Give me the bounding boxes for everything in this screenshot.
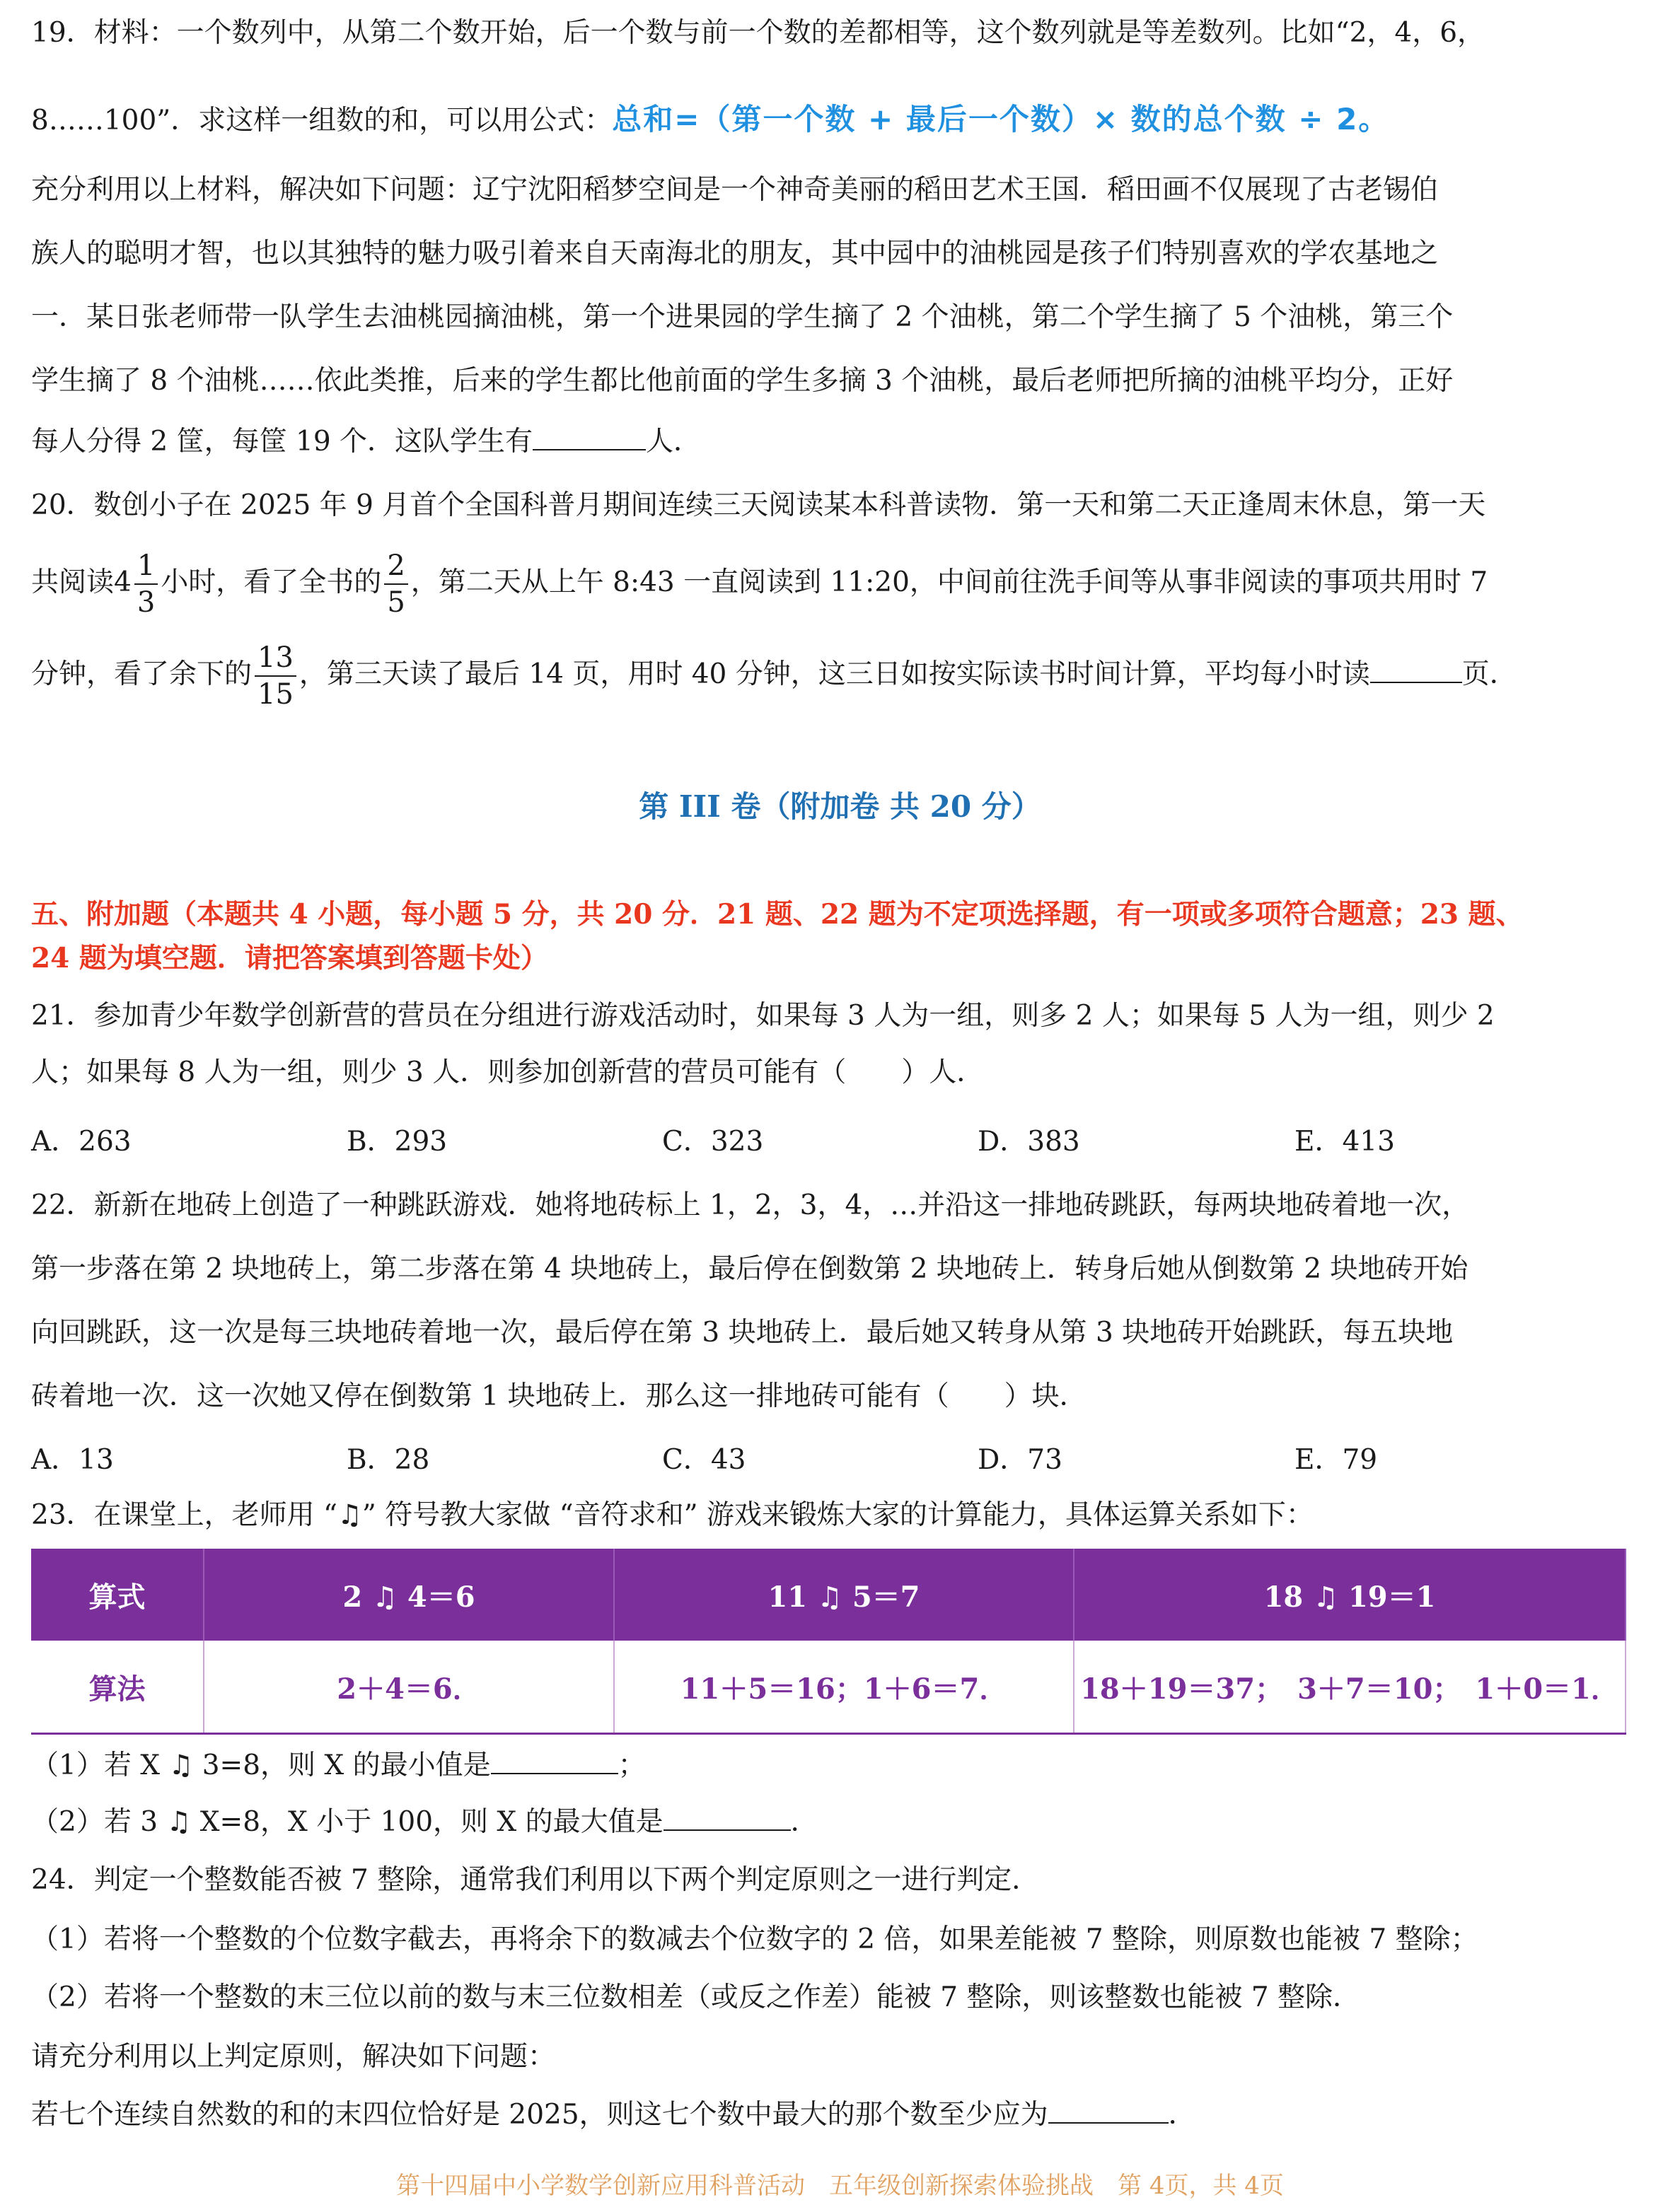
answer-blank-q24[interactable] <box>1048 2098 1169 2124</box>
q22-line1: 22．新新在地砖上创造了一种跳跃游戏．她将地砖标上 1，2，3，4，…并沿这一排地砖跳跃，每两块地砖着地一次， <box>31 1189 1470 1221</box>
q24-line4: 请充分利用以上判定原则，解决如下问题： <box>31 2041 556 2073</box>
q24-line1: 24．判定一个整数能否被 7 整除，通常我们利用以下两个判定原则之一进行判定． <box>31 1864 1040 1896</box>
part5-heading-line1: 五、附加题（本题共 4 小题，每小题 5 分，共 20 分．21 题、22 题为不定项选择题，有一项或多项符合题意；23 题、 <box>31 898 1524 931</box>
table-formula-cell: 18 ♫ 19＝1 <box>1074 1549 1626 1641</box>
q24-line3: （2）若将一个整数的末三位以前的数与末三位数相差（或反之作差）能被 7 整除，则该整数也能被 7 整除． <box>31 1981 1361 2013</box>
q20-line3-a: 分钟，看了余下的 <box>31 658 253 690</box>
answer-blank-q20[interactable] <box>1370 658 1462 683</box>
q21-option-d[interactable]: D．383 <box>978 1126 1080 1158</box>
fraction-denominator: 3 <box>137 586 156 619</box>
q19-line2-text: 8……100”．求这样一组数的和，可以用公式： <box>31 105 613 136</box>
q24-line5-end: ． <box>1168 2099 1196 2131</box>
q20-line1: 20．数创小子在 2025 年 9 月首个全国科普月期间连续三天阅读某本科普读物．第一天和第二天正逢周末休息，第一天 <box>31 489 1486 521</box>
q23-sub2-end: ． <box>790 1806 818 1838</box>
q21-option-a[interactable]: A．263 <box>31 1126 132 1158</box>
q19-line7-end: 人． <box>646 426 702 458</box>
table-row-methods <box>31 1641 1626 1734</box>
q23-intro: 23．在课堂上，老师用 “♫” 符号教大家做 “音符求和” 游戏来锻炼大家的计算能力，具体运算关系如下： <box>31 1499 1314 1531</box>
q20-line2 <box>31 545 1488 621</box>
q19-line5: 一．某日张老师带一队学生去油桃园摘油桃，第一个进果园的学生摘了 2 个油桃，第二个学生摘了 5 个油桃，第三个 <box>31 301 1454 333</box>
q23-sub2-text: （2）若 3 ♫ X=8，X 小于 100，则 X 的最大值是 <box>31 1806 664 1838</box>
q24-line2: （1）若将一个整数的个位数字截去，再将余下的数减去个位数字的 2 倍，如果差能被 7 整除，则原数也能被 7 整除； <box>31 1923 1478 1955</box>
q20-line2-a: 共阅读 <box>31 566 115 598</box>
q19-line3: 充分利用以上材料，解决如下问题：辽宁沈阳稻梦空间是一个神奇美丽的稻田艺术王国．稻田画不仅展现了古老锡伯 <box>31 174 1439 206</box>
page-footer: 第十四届中小学数学创新应用科普活动 五年级创新探索体验挑战 第 4页，共 4页 <box>396 2172 1284 2200</box>
q22-line2: 第一步落在第 2 块地砖上，第二步落在第 4 块地砖上，最后停在倒数第 2 块地砖上．转身后她从倒数第 2 块地砖开始 <box>31 1253 1468 1285</box>
q22-option-d[interactable]: D．73 <box>978 1444 1062 1476</box>
q22-option-c[interactable]: C．43 <box>662 1444 746 1476</box>
fraction-two-fifths <box>384 548 407 620</box>
q24-line5 <box>31 2097 1196 2133</box>
table-method-cell: 11＋5＝16；1＋6＝7． <box>614 1641 1074 1734</box>
q21-line2: 人；如果每 8 人为一组，则少 3 人．则参加创新营的营员可能有（ ）人． <box>31 1056 985 1088</box>
answer-blank-q23-2[interactable] <box>664 1805 791 1831</box>
section-title: 第 III 卷（附加卷 共 20 分） <box>639 789 1041 824</box>
answer-blank-q23-1[interactable] <box>491 1749 618 1774</box>
q21-option-e[interactable]: E．413 <box>1294 1126 1395 1158</box>
q20-line2-c: ，第二天从上午 8:43 一直阅读到 11:20，中间前往洗手间等从事非阅读的事项共用时 7 <box>410 566 1488 598</box>
fraction-numerator: 1 <box>134 548 158 585</box>
q19-line2 <box>31 102 1389 139</box>
q21-option-b[interactable]: B．293 <box>347 1126 448 1158</box>
q19-line6: 学生摘了 8 个油桃……依此类推，后来的学生都比他前面的学生多摘 3 个油桃，最后老师把所摘的油桃平均分，正好 <box>31 365 1454 397</box>
table-row-formulas <box>31 1549 1626 1641</box>
table-label-method: 算法 <box>31 1641 204 1734</box>
q19-line7-text: 每人分得 2 筐，每筐 19 个．这队学生有 <box>31 426 533 458</box>
q23-sub1 <box>31 1748 646 1783</box>
q19-line4: 族人的聪明才智，也以其独特的魅力吸引着来自天南海北的朋友，其中园中的油桃园是孩子们特别喜欢的学农基地之 <box>31 238 1439 269</box>
fraction-numerator: 2 <box>384 548 407 585</box>
table-label-formula: 算式 <box>31 1549 204 1641</box>
fraction-numerator: 13 <box>255 640 296 677</box>
note-sum-table <box>31 1549 1626 1735</box>
q22-line3: 向回跳跃，这一次是每三块地砖着地一次，最后停在第 3 块地砖上．最后她又转身从第 3 块地砖开始跳跃，每五块地 <box>31 1317 1454 1349</box>
q20-line2-b: 小时，看了全书的 <box>161 566 382 598</box>
q20-line3 <box>31 636 1517 713</box>
q21-option-c[interactable]: C．323 <box>662 1126 764 1158</box>
fraction-thirteen-fifteenths <box>255 640 296 712</box>
q19-line1: 19．材料：一个数列中，从第二个数开始，后一个数与前一个数的差都相等，这个数列就是等差数列。比如“2，4，6， <box>31 17 1485 49</box>
table-method-cell: 18＋19＝37； 3＋7＝10； 1＋0＝1． <box>1074 1641 1626 1734</box>
table-formula-cell: 2 ♫ 4＝6 <box>204 1549 614 1641</box>
sum-formula: 总和=（第一个数 + 最后一个数）× 数的总个数 ÷ 2。 <box>612 102 1390 136</box>
q21-line1: 21．参加青少年数学创新营的营员在分组进行游戏活动时，如果每 3 人为一组，则多 2 人；如果每 5 人为一组，则少 2 <box>31 1000 1495 1032</box>
q20-line3-b: ，第三天读了最后 14 页，用时 40 分钟，这三日如按实际读书时间计算，平均每小时读 <box>299 658 1370 690</box>
fraction-one-third <box>134 548 158 620</box>
q23-sub2 <box>31 1805 818 1840</box>
q22-option-e[interactable]: E．79 <box>1294 1444 1378 1476</box>
q22-line4: 砖着地一次．这一次她又停在倒数第 1 块地砖上．那么这一排地砖可能有（ ）块． <box>31 1380 1087 1412</box>
q24-line5-text: 若七个连续自然数的和的末四位恰好是 2025，则这七个数中最大的那个数至少应为 <box>31 2099 1048 2131</box>
fraction-denominator: 15 <box>257 678 294 711</box>
fraction-denominator: 5 <box>387 586 405 619</box>
part5-heading-line2: 24 题为填空题．请把答案填到答题卡处） <box>31 942 548 974</box>
q23-sub1-end: ； <box>618 1750 646 1781</box>
q22-option-b[interactable]: B．28 <box>347 1444 430 1476</box>
q22-option-a[interactable]: A．13 <box>31 1444 114 1476</box>
table-formula-cell: 11 ♫ 5＝7 <box>614 1549 1074 1641</box>
q20-line3-c: 页． <box>1461 658 1517 690</box>
q23-sub1-text: （1）若 X ♫ 3=8，则 X 的最小值是 <box>31 1750 491 1781</box>
q19-line7 <box>31 424 701 460</box>
table-method-cell: 2＋4＝6． <box>204 1641 614 1734</box>
mixed-number-whole: 4 <box>114 566 132 598</box>
answer-blank-q19[interactable] <box>533 425 646 450</box>
